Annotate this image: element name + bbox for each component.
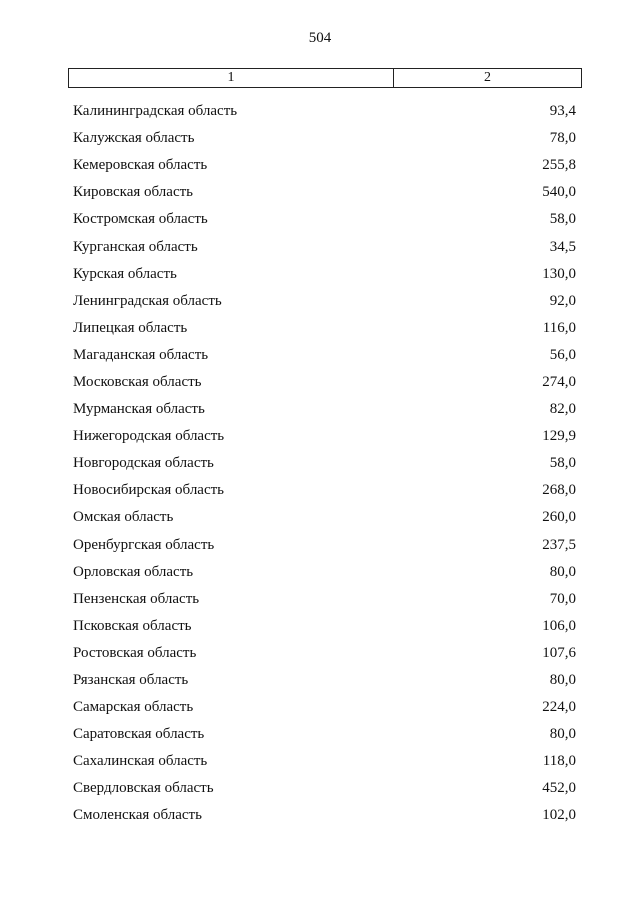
region-value: 106,0 <box>542 617 576 634</box>
region-value: 70,0 <box>549 590 576 607</box>
region-value: 34,5 <box>549 238 576 255</box>
table-row <box>73 640 576 667</box>
region-value: 452,0 <box>542 780 576 797</box>
page-number: 504 <box>308 30 332 46</box>
region-value: 116,0 <box>542 319 576 336</box>
table-row <box>73 179 576 206</box>
region-name: Самарская область <box>73 699 194 716</box>
region-name: Липецкая область <box>73 319 188 336</box>
region-value: 56,0 <box>549 346 576 363</box>
region-value: 274,0 <box>542 373 576 390</box>
table-row <box>73 802 576 829</box>
table-row <box>73 423 576 450</box>
table-row <box>73 748 576 775</box>
region-name: Сахалинская область <box>73 753 208 770</box>
table-row <box>73 721 576 748</box>
region-name: Омская область <box>73 509 174 526</box>
region-name: Саратовская область <box>73 726 205 743</box>
region-name: Мурманская область <box>73 401 205 418</box>
table-body <box>73 98 576 830</box>
table-row <box>73 477 576 504</box>
region-name: Орловская область <box>73 563 194 580</box>
table-row <box>73 667 576 694</box>
region-value: 129,9 <box>542 428 576 445</box>
table-row <box>73 152 576 179</box>
table-row <box>73 504 576 531</box>
table-row <box>73 396 576 423</box>
region-name: Ленинградская область <box>73 292 222 309</box>
region-value: 102,0 <box>542 807 576 824</box>
region-name: Оренбургская область <box>73 536 215 553</box>
table-row <box>73 450 576 477</box>
region-name: Калужская область <box>73 130 195 147</box>
region-name: Новгородская область <box>73 455 214 472</box>
region-name: Кемеровская область <box>73 157 208 174</box>
table-header <box>68 68 582 88</box>
table-row <box>73 288 576 315</box>
region-value: 224,0 <box>542 699 576 716</box>
table-row <box>73 98 576 125</box>
table-row <box>73 369 576 396</box>
region-name: Свердловская область <box>73 780 214 797</box>
table-row <box>73 586 576 613</box>
table-row <box>73 775 576 802</box>
table-row <box>73 125 576 152</box>
region-name: Рязанская область <box>73 672 189 689</box>
region-name: Курганская область <box>73 238 198 255</box>
region-value: 130,0 <box>542 265 576 282</box>
region-value: 80,0 <box>549 726 576 743</box>
header-column-1: 1 <box>69 69 394 87</box>
table-row <box>73 315 576 342</box>
region-name: Московская область <box>73 373 202 390</box>
table-row <box>73 559 576 586</box>
region-value: 260,0 <box>542 509 576 526</box>
table-row <box>73 694 576 721</box>
region-value: 93,4 <box>549 103 576 120</box>
table-row <box>73 261 576 288</box>
region-value: 237,5 <box>542 536 576 553</box>
region-value: 78,0 <box>549 130 576 147</box>
region-value: 255,8 <box>542 157 576 174</box>
table-row <box>73 532 576 559</box>
region-value: 80,0 <box>549 563 576 580</box>
region-value: 540,0 <box>542 184 576 201</box>
region-value: 58,0 <box>549 455 576 472</box>
region-name: Магаданская область <box>73 346 209 363</box>
region-value: 92,0 <box>549 292 576 309</box>
header-column-2: 2 <box>484 70 491 85</box>
table-row <box>73 613 576 640</box>
region-name: Новосибирская область <box>73 482 225 499</box>
region-name: Ростовская область <box>73 644 197 661</box>
region-value: 107,6 <box>542 644 576 661</box>
region-name: Нижегородская область <box>73 428 225 445</box>
region-name: Кировская область <box>73 184 194 201</box>
region-value: 268,0 <box>542 482 576 499</box>
region-value: 82,0 <box>549 401 576 418</box>
region-name: Курская область <box>73 265 177 282</box>
table-row <box>73 233 576 260</box>
region-name: Калининградская область <box>73 103 238 120</box>
region-name: Псковская область <box>73 617 192 634</box>
table-row <box>73 342 576 369</box>
region-value: 80,0 <box>549 672 576 689</box>
region-name: Смоленская область <box>73 807 202 824</box>
region-name: Пензенская область <box>73 590 200 607</box>
region-value: 58,0 <box>549 211 576 228</box>
region-name: Костромская область <box>73 211 208 228</box>
table-row <box>73 206 576 233</box>
region-value: 118,0 <box>542 753 576 770</box>
